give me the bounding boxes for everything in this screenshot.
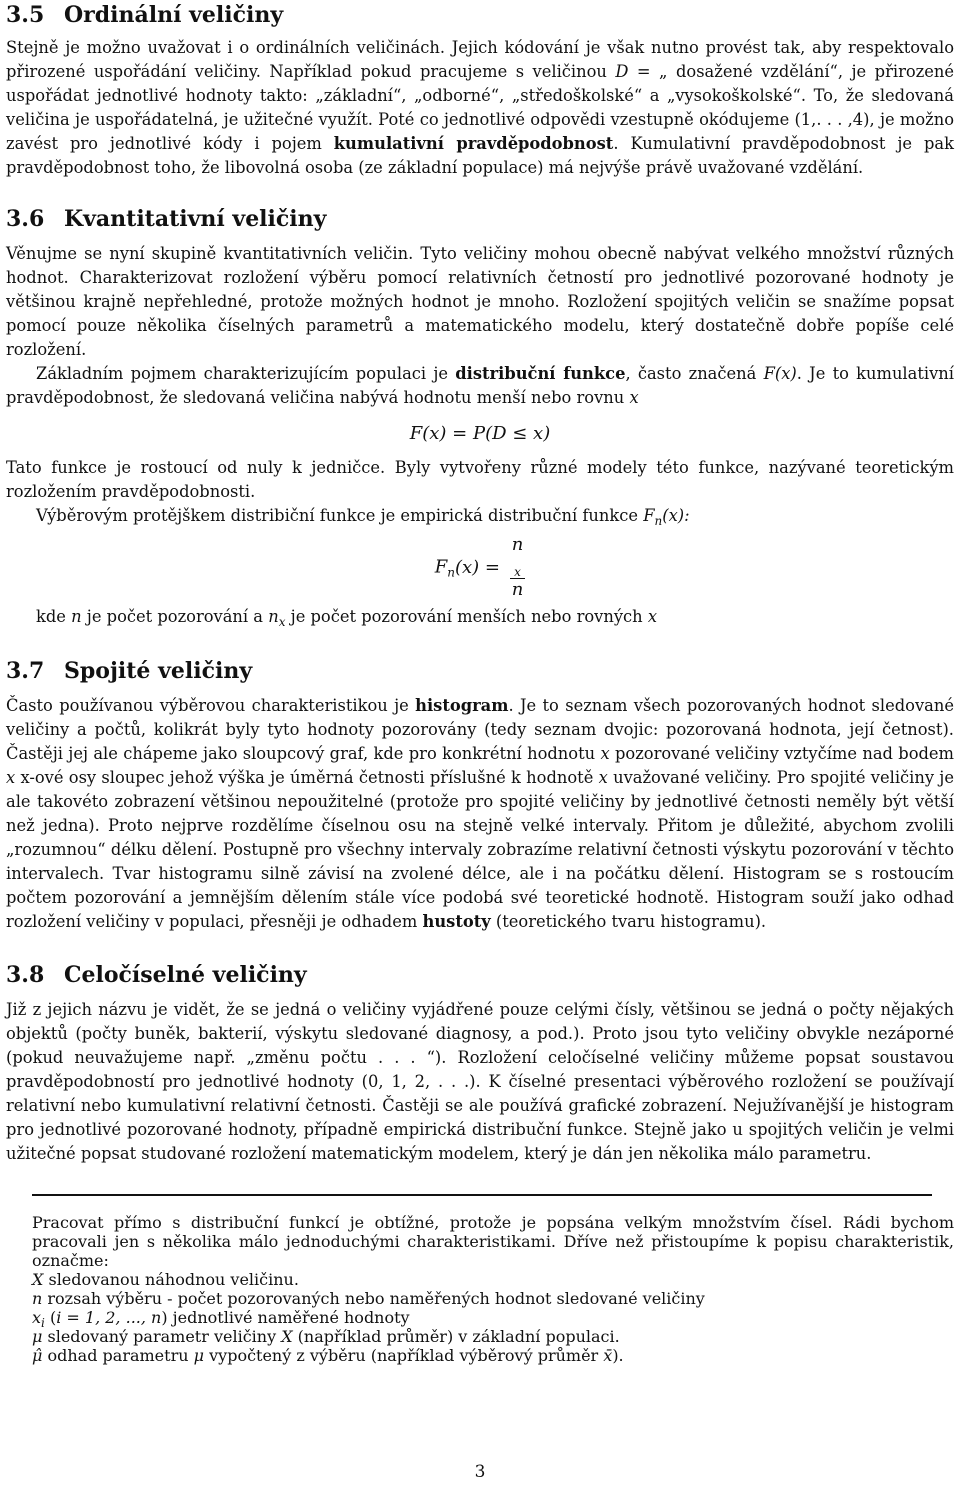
section-heading bbox=[6, 204, 954, 234]
paragraph bbox=[36, 605, 954, 629]
paragraph: Již z jejich názvu je vidět, že se jedná o veličiny vyjádřené pouze celými čísly, většinou se jedná o počty nějakých objektů (počty buněk, bakterií, výskytu sledované diagnosy, a pod.). Proto jsou tyto veličiny obvykle nezáporné (pokud neuvažujeme např. „změnu počtu . . . “). Rozložení celočíselné veličiny můžeme popsat soustavou pravděpodobností pro jednotlivé hodnoty (0, 1, 2, . . .). K číselné presentaci výběrového rozložení se používají relativní nebo kumulativní relativní četnosti. Častěji se ale používá grafické zobrazení. Nejužívanější je histogram pro jednotlivé pozorované hodnoty, případně empirická distribuční funkce. Stejně jako u spojitých veličin je velmi užitečné popsat studované rozložení matematickým modelem, který je dán jen několika málo parametru. bbox=[6, 1000, 954, 1163]
equation-cdf: F(x) = P(D ≤ x) bbox=[409, 423, 551, 444]
math-var: x bbox=[32, 1308, 42, 1327]
equation-ecdf bbox=[6, 534, 954, 601]
text: ). bbox=[612, 1346, 624, 1365]
text: ( bbox=[44, 1308, 57, 1327]
text: . Je to kumulativní pravděpodobnost, že sledovaná veličina nabývá hodnotu menší nebo rovnu bbox=[6, 364, 954, 407]
text: je počet pozorování a bbox=[81, 607, 269, 626]
paragraph bbox=[6, 362, 954, 410]
section-title: Ordinální veličiny bbox=[64, 2, 284, 28]
bold-term: hustoty bbox=[422, 912, 491, 931]
text: vypočtený z výběru (například výběrový průměr bbox=[204, 1346, 604, 1365]
text: , často značená bbox=[625, 364, 764, 383]
math-var: x̄ bbox=[603, 1346, 613, 1365]
text: (teoretického tvaru histogramu). bbox=[490, 912, 767, 931]
math-var: n bbox=[268, 607, 279, 626]
denominator: n bbox=[511, 579, 524, 600]
notation-item bbox=[32, 1327, 954, 1346]
math-sub: i bbox=[41, 1316, 45, 1330]
bold-term: distribuční funkce bbox=[455, 364, 626, 383]
notation-item bbox=[32, 1289, 954, 1308]
math-sub: x bbox=[278, 615, 286, 629]
section-heading bbox=[6, 0, 954, 30]
math-sub: n bbox=[447, 565, 455, 580]
paragraph bbox=[6, 694, 954, 934]
math-var: D bbox=[615, 62, 629, 81]
section-3-5 bbox=[6, 0, 954, 180]
math-var: F bbox=[643, 506, 655, 525]
text: . Kumulativní pravděpodobnost je pak pravděpodobnost toho, že libovolná osoba (ze základní populace) má nejvýše právě uvažované vzdělání. bbox=[6, 134, 954, 177]
paragraph: Věnujme se nyní skupině kvantitativních veličin. Tyto veličiny mohou obecně nabývat velkého množství různých hodnot. Charakterizovat rozložení výběru pomocí relativních četností pro jednotlivé pozorované hodnoty je většinou krajně nepřehledné, protože možných hodnot je mnoho. Rozložení spojitých veličin se snažíme popsat pomocí pouze několika číselných parametrů a matematického modelu, který dostatečně dobře popíše celé rozložení. bbox=[6, 244, 954, 359]
section-3-8 bbox=[6, 960, 954, 1166]
math-var: F(x) bbox=[763, 364, 797, 383]
math-var: i = 1, 2, ..., n bbox=[56, 1308, 162, 1327]
math-var: X bbox=[32, 1270, 44, 1289]
text: pozorované veličiny vztyčíme nad bodem bbox=[609, 744, 954, 763]
math-var: μ̂ bbox=[32, 1346, 43, 1365]
text: kde bbox=[36, 607, 72, 626]
math-sub: x bbox=[514, 565, 521, 579]
text: rozsah výběru - počet pozorovaných nebo naměřených hodnot sledované veličiny bbox=[42, 1289, 705, 1308]
math-var: F bbox=[434, 556, 448, 578]
section-title: Spojité veličiny bbox=[64, 658, 253, 684]
text: uvažované veličiny. Pro spojité veličiny je ale takovéto zobrazení většinou nepoužitelné (protože pro spojité veličiny by jednotlivé četnosti neměly být větší než jedna). Proto nejprve rozdělíme číselnou osu na stejně velké intervaly. Přitom je důležité, abychom zvolili „rozumnou“ délku dělení. Postupně pro všechny intervaly zobrazíme relativní četnosti výskytu pozorování v těchto intervalech. Tvar histogramu silně závisí na zvolené délce, ale i na počátku dělení. Histogram se s rostoucím počtem pozorování a jemnějším dělením stále více podobá své teoretické hodnotě. Histogram souží jako odhad rozložení veličiny v populaci, přesněji je odhadem bbox=[6, 768, 954, 931]
math-var: x bbox=[598, 768, 608, 787]
text: (například průměr) v základní populaci. bbox=[292, 1327, 620, 1346]
text: = „ dosažené vzdělání“, je přirozené uspořádat jednotlivé hodnoty takto: „základní“, „odborné“, „středoškolské“ a „vysokoškolské“. To, že sledovaná veličina je uspořádatelná, je užitečné využít. Poté co jednotlivé odpovědi vzestupně okódujeme (1,. . . ,4), je možno zavést pro jednotlivé kódy i pojem bbox=[6, 62, 955, 153]
text: Často používanou výběrovou charakteristikou je bbox=[6, 696, 416, 715]
text: sledovaný parametr veličiny bbox=[42, 1327, 282, 1346]
section-3-6 bbox=[6, 204, 954, 629]
section-number: 3.8 bbox=[6, 962, 45, 988]
notation-item bbox=[32, 1308, 954, 1330]
text: ) jednotlivé naměřené hodnoty bbox=[161, 1308, 410, 1327]
notation-item bbox=[32, 1346, 954, 1365]
math-var: (x) = bbox=[454, 556, 500, 578]
section-heading bbox=[6, 656, 954, 686]
paragraph bbox=[6, 504, 954, 528]
section-number: 3.7 bbox=[6, 658, 45, 684]
math-var: x bbox=[629, 388, 639, 407]
numerator: n bbox=[511, 534, 524, 555]
math-var: μ bbox=[193, 1346, 205, 1365]
text: je počet pozorování menších nebo rovných bbox=[285, 607, 648, 626]
bold-term: histogram bbox=[415, 696, 509, 715]
section-3-7 bbox=[6, 656, 954, 934]
math-var: (x): bbox=[662, 506, 690, 525]
math-var: X bbox=[281, 1327, 293, 1346]
footnote-paragraph: Pracovat přímo s distribuční funkcí je obtížné, protože je popsána velkým množstvím čísel. Rádi bychom pracovali jen s několika málo jednoduchými charakteristikami. Dříve než přistoupíme k popisu charakteristik, označme: bbox=[32, 1213, 954, 1270]
text: sledovanou náhodnou veličinu. bbox=[43, 1270, 299, 1289]
section-number: 3.6 bbox=[6, 206, 45, 232]
text: Základním pojmem charakterizujícím populaci je bbox=[36, 364, 456, 383]
math-var: x bbox=[600, 744, 610, 763]
math-var: x bbox=[6, 768, 16, 787]
text: x-ové osy sloupec jehož výška je úměrná četnosti příslušné k hodnotě bbox=[15, 768, 599, 787]
section-heading bbox=[6, 960, 954, 990]
text: Výběrovým protějškem distribiční funkce je empirická distribuční funkce bbox=[36, 506, 644, 525]
footnote-block bbox=[32, 1213, 954, 1365]
text: Stejně je možno uvažovat i o ordinálních veličinách. Jejich kódování je však nutno provést tak, aby respektovalo přirozené uspořádání veličiny. Například pokud pracujeme s veličinou bbox=[6, 38, 954, 81]
math-var: x bbox=[647, 607, 658, 626]
footnote-rule bbox=[32, 1194, 932, 1196]
paragraph bbox=[6, 36, 954, 180]
notation-item bbox=[32, 1270, 954, 1289]
paragraph: Tato funkce je rostoucí od nuly k jedničce. Byly vytvořeny různé modely této funkce, nazývané teoretickým rozložením pravděpodobnosti. bbox=[6, 458, 954, 501]
section-number: 3.5 bbox=[6, 2, 45, 28]
page-number: 3 bbox=[474, 1462, 486, 1482]
math-var: μ bbox=[32, 1327, 43, 1346]
text: . Je to seznam všech pozorovaných hodnot sledované veličiny a počtů, kolikrát byly tyto hodnoty pozorovány (tedy seznam dvojic: pozorovaná hodnota, její četnost). Častěji jej ale chápeme jako sloupcový graf, kde pro konkrétní hodnotu bbox=[6, 696, 955, 763]
fraction bbox=[510, 534, 526, 601]
text: odhad parametru bbox=[42, 1346, 194, 1365]
math-var: n bbox=[32, 1289, 43, 1308]
section-title: Kvantitativní veličiny bbox=[64, 206, 327, 232]
bold-term: kumulativní pravděpodobnost bbox=[333, 134, 614, 153]
math-var: n bbox=[71, 607, 82, 626]
section-title: Celočíselné veličiny bbox=[64, 962, 307, 988]
math-sub: n bbox=[654, 514, 663, 528]
